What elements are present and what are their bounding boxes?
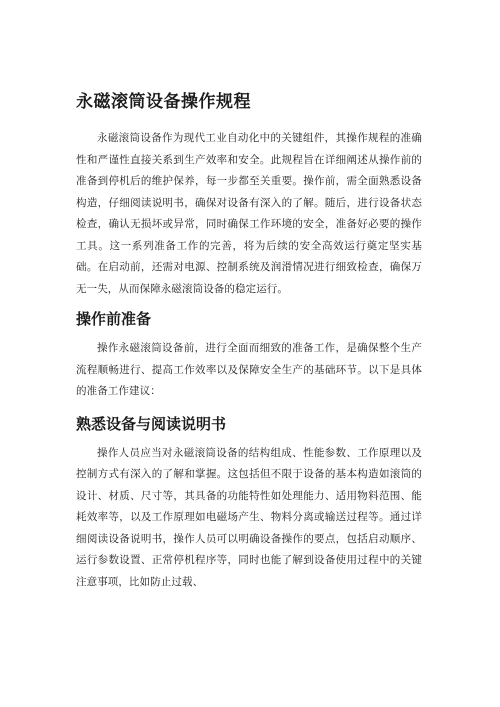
section-body-preparation: 操作永磁滚筒设备前，进行全面而细致的准备工作，是确保整个生产流程顺畅进行、提高工作效率以及保障安全生产的基础环节。以下是具体的准备工作建议：: [76, 342, 422, 397]
section-heading-preparation: 操作前准备: [76, 310, 152, 328]
intro-paragraph: 永磁滚筒设备作为现代工业自动化中的关键组件，其操作规程的准确性和严谨性直接关系到生产效率和安全。此规程旨在详细阐述从操作前的准备到停机后的维护保养，每一步都至关重要。操作前，需全面熟悉设备构造，仔细阅读说明书，确保对设备有深入的了解。随后，进行设备状态检查，确认无损坏或异常，同时确保工作环境的安全，准备好必要的操作工具。这一系列准备工作的完善，将为后续的安全高效运行奠定坚实基础。在启动前，还需对电源、控制系统及润滑情况进行细致检查，确保万无一失，从而保障永磁滚筒设备的稳定运行。: [76, 132, 422, 295]
section-body-manual: 操作人员应当对永磁滚筒设备的结构组成、性能参数、工作原理以及控制方式有深入的了解和掌握。这包括但不限于设备的基本构造如滚筒的设计、材质、尺寸等，其具备的功能特性如处理能力、适用物料范围、能耗效率等，以及工作原理如电磁场产生、物料分离或输送过程等。通过详细阅读设备说明书，操作人员可以明确设备操作的要点，包括启动顺序、运行参数设置、正常停机程序等，同时也能了解到设备使用过程中的关键注意事项，比如防止过载、: [76, 446, 422, 588]
section-heading-manual: 熟悉设备与阅读说明书: [76, 414, 227, 433]
document-content: [76, 90, 422, 593]
document-title: 永磁滚筒设备操作规程: [76, 92, 251, 112]
